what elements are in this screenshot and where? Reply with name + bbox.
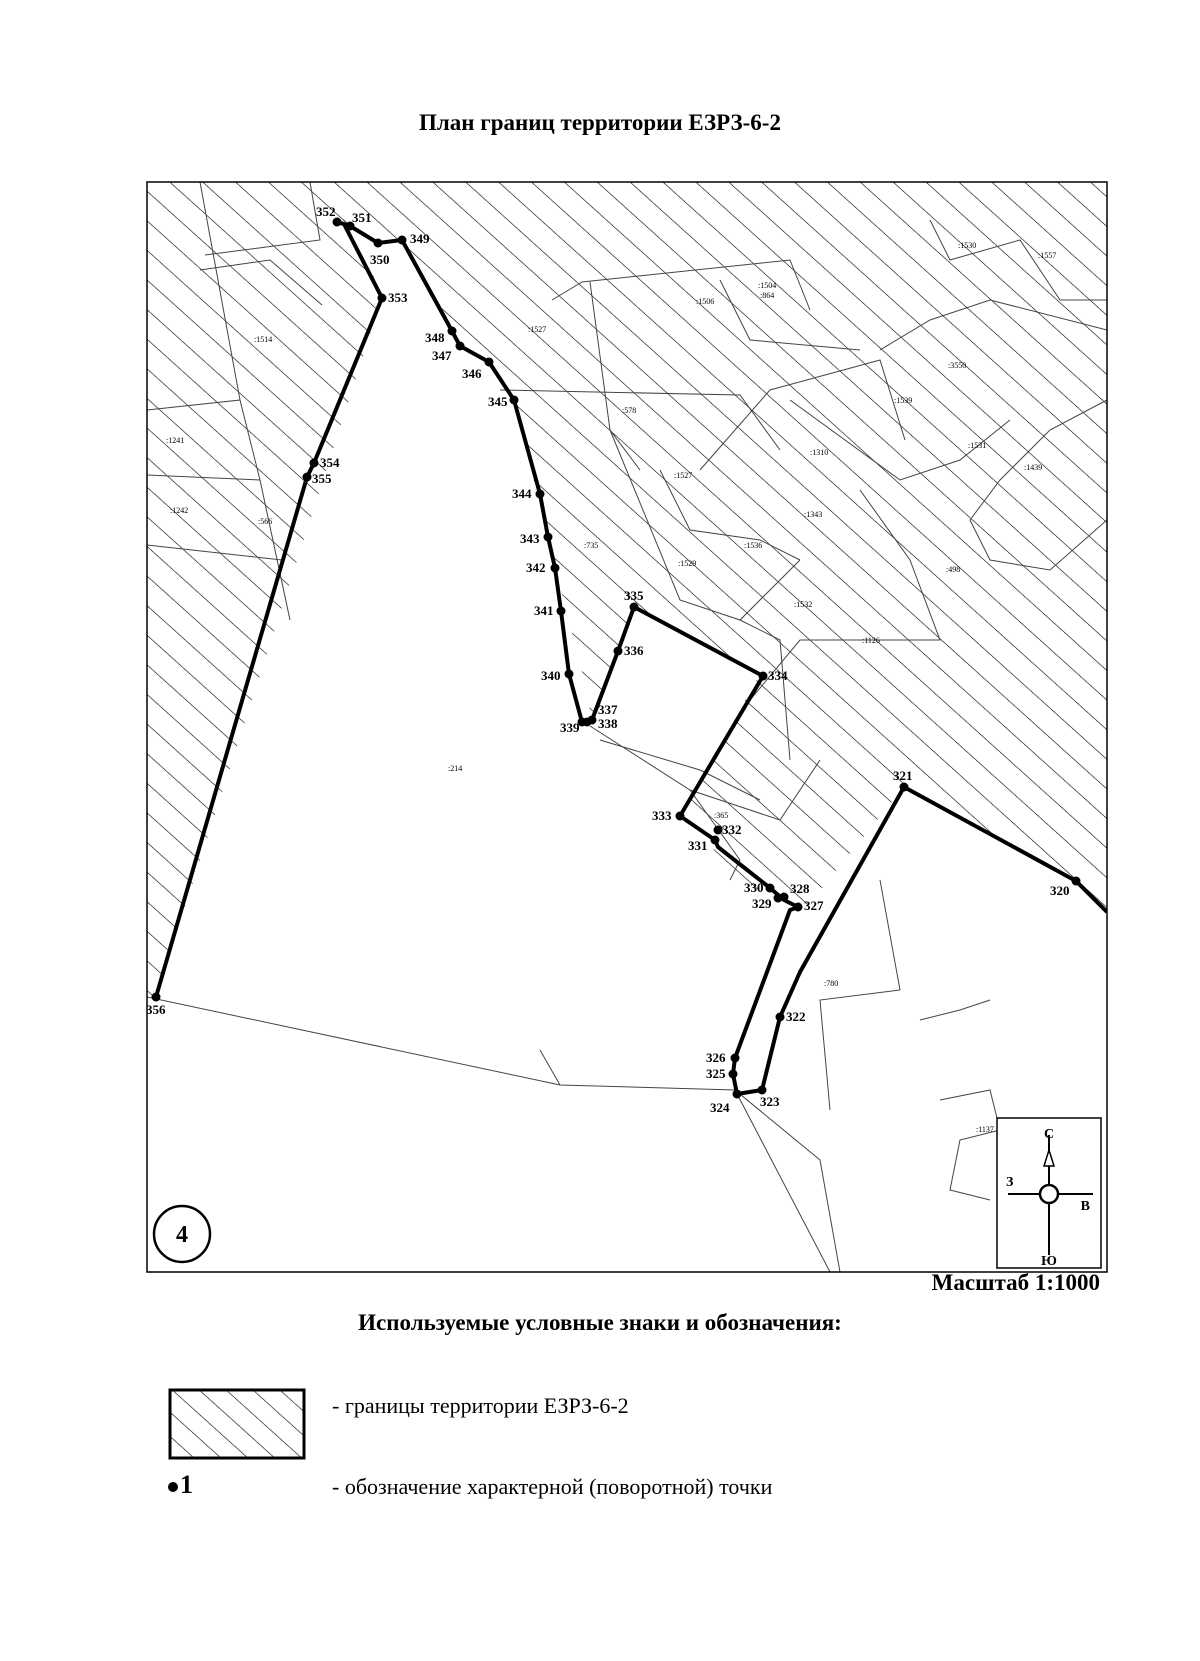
parcel-label: :1126 bbox=[862, 636, 880, 645]
parcel-label: :1241 bbox=[166, 436, 185, 445]
point-344 bbox=[536, 490, 545, 499]
parcel-label: :1532 bbox=[794, 600, 813, 609]
label-344: 344 bbox=[512, 486, 532, 501]
point-347 bbox=[456, 342, 465, 351]
map-mark bbox=[920, 1000, 990, 1020]
point-341 bbox=[557, 607, 566, 616]
point-322 bbox=[776, 1013, 785, 1022]
point-329 bbox=[774, 894, 783, 903]
parcel-label: :780 bbox=[824, 979, 839, 988]
label-323: 323 bbox=[760, 1094, 780, 1109]
label-329: 329 bbox=[752, 896, 772, 911]
point-340 bbox=[565, 670, 574, 679]
label-322: 322 bbox=[786, 1009, 806, 1024]
label-332: 332 bbox=[722, 822, 742, 837]
parcel-label: :1137 bbox=[976, 1125, 994, 1134]
point-334 bbox=[759, 672, 768, 681]
parcel-label: :578 bbox=[622, 406, 637, 415]
map-mark bbox=[735, 1090, 840, 1272]
parcel-label: :566 bbox=[258, 517, 273, 526]
label-326: 326 bbox=[706, 1050, 726, 1065]
legend-point-symbol bbox=[168, 1470, 193, 1500]
parcel-label: :1529 bbox=[678, 559, 697, 568]
label-352: 352 bbox=[316, 204, 336, 219]
map-mark bbox=[147, 997, 830, 1272]
compass-rose bbox=[997, 1118, 1101, 1269]
label-354: 354 bbox=[320, 455, 340, 470]
label-325: 325 bbox=[706, 1066, 726, 1081]
point-355 bbox=[303, 473, 312, 482]
label-351: 351 bbox=[352, 210, 372, 225]
label-321: 321 bbox=[893, 768, 913, 783]
point-349 bbox=[398, 236, 407, 245]
point-320 bbox=[1072, 877, 1081, 886]
sheet-number: 4 bbox=[176, 1222, 188, 1248]
point-343 bbox=[544, 533, 553, 542]
parcel-label: :1557 bbox=[1038, 251, 1057, 260]
map-mark bbox=[540, 1050, 560, 1085]
point-324 bbox=[733, 1090, 742, 1099]
sheet-number-badge bbox=[154, 1206, 210, 1262]
label-331: 331 bbox=[688, 838, 708, 853]
parcel-label: :1527 bbox=[528, 325, 547, 334]
legend-hatched-swatch bbox=[170, 1390, 304, 1458]
hatched-area-left bbox=[147, 182, 382, 997]
label-335: 335 bbox=[624, 588, 644, 603]
parcel-label: :498 bbox=[946, 565, 961, 574]
label-349: 349 bbox=[410, 231, 430, 246]
parcel-label: :1536 bbox=[744, 541, 763, 550]
point-331 bbox=[711, 836, 720, 845]
label-345: 345 bbox=[488, 394, 508, 409]
label-356: 356 bbox=[146, 1002, 166, 1017]
point-326 bbox=[731, 1054, 740, 1063]
scale-label: Масштаб 1:1000 bbox=[931, 1270, 1100, 1295]
parcel-label: :365 bbox=[714, 811, 729, 820]
point-327 bbox=[794, 903, 803, 912]
map-mark bbox=[940, 1090, 1000, 1200]
point-348 bbox=[448, 327, 457, 336]
label-339: 339 bbox=[560, 720, 580, 735]
parcel-label: :735 bbox=[584, 541, 599, 550]
map-mark bbox=[1040, 1185, 1058, 1203]
point-350 bbox=[374, 239, 383, 248]
legend-item-boundary-text: - границы территории ЕЗРЗ-6-2 bbox=[332, 1393, 629, 1418]
parcel-label: :1506 bbox=[696, 297, 715, 306]
parcel-label: :1310 bbox=[810, 448, 829, 457]
label-327: 327 bbox=[804, 898, 824, 913]
point-336 bbox=[614, 647, 623, 656]
label-350: 350 bbox=[370, 252, 390, 267]
parcel-label: :1530 bbox=[958, 241, 977, 250]
label-347: 347 bbox=[432, 348, 452, 363]
label-342: 342 bbox=[526, 560, 546, 575]
label-338: 338 bbox=[598, 716, 618, 731]
legend-point-number: 1 bbox=[180, 1470, 193, 1499]
point-342 bbox=[551, 564, 560, 573]
point-335 bbox=[630, 603, 639, 612]
hatched-area-right bbox=[337, 182, 1107, 912]
compass-east: В bbox=[1080, 1199, 1090, 1214]
map-mark bbox=[170, 1390, 304, 1458]
label-343: 343 bbox=[520, 531, 540, 546]
label-340: 340 bbox=[541, 668, 561, 683]
page-title: План границ территории ЕЗРЗ-6-2 bbox=[419, 110, 781, 135]
label-333: 333 bbox=[652, 808, 672, 823]
parcel-label: :1439 bbox=[1024, 463, 1043, 472]
point-dot-icon bbox=[168, 1482, 178, 1492]
compass-west: З bbox=[1006, 1175, 1014, 1190]
label-341: 341 bbox=[534, 603, 554, 618]
parcel-label: :864 bbox=[760, 291, 775, 300]
point-330 bbox=[766, 884, 775, 893]
point-321 bbox=[900, 783, 909, 792]
legend-title: Используемые условные знаки и обозначения: bbox=[358, 1310, 842, 1335]
parcel-label: :1539 bbox=[894, 396, 913, 405]
legend-item-point-text: - обозначение характерной (поворотной) точки bbox=[332, 1474, 773, 1499]
label-346: 346 bbox=[462, 366, 482, 381]
label-348: 348 bbox=[425, 330, 445, 345]
point-353 bbox=[378, 294, 387, 303]
parcel-label: :1531 bbox=[968, 441, 987, 450]
label-355: 355 bbox=[312, 471, 332, 486]
point-345 bbox=[510, 396, 519, 405]
label-330: 330 bbox=[744, 880, 764, 895]
compass-south: Ю bbox=[1041, 1254, 1057, 1269]
parcel-label: :1514 bbox=[254, 335, 273, 344]
point-346 bbox=[485, 358, 494, 367]
parcel-label: :1527 bbox=[674, 471, 693, 480]
label-336: 336 bbox=[624, 643, 644, 658]
point-333 bbox=[676, 812, 685, 821]
label-334: 334 bbox=[768, 668, 788, 683]
parcel-label: :214 bbox=[448, 764, 463, 773]
parcel-label: :3550 bbox=[948, 361, 967, 370]
parcel-label: :1504 bbox=[758, 281, 777, 290]
label-328: 328 bbox=[790, 881, 810, 896]
label-337: 337 bbox=[598, 702, 618, 717]
point-354 bbox=[310, 459, 319, 468]
label-324: 324 bbox=[710, 1100, 730, 1115]
label-353: 353 bbox=[388, 290, 408, 305]
parcel-label: :1343 bbox=[804, 510, 823, 519]
parcel-label: :1242 bbox=[170, 506, 189, 515]
point-356 bbox=[152, 993, 161, 1002]
compass-north: С bbox=[1043, 1127, 1055, 1142]
label-320: 320 bbox=[1050, 883, 1070, 898]
point-325 bbox=[729, 1070, 738, 1079]
